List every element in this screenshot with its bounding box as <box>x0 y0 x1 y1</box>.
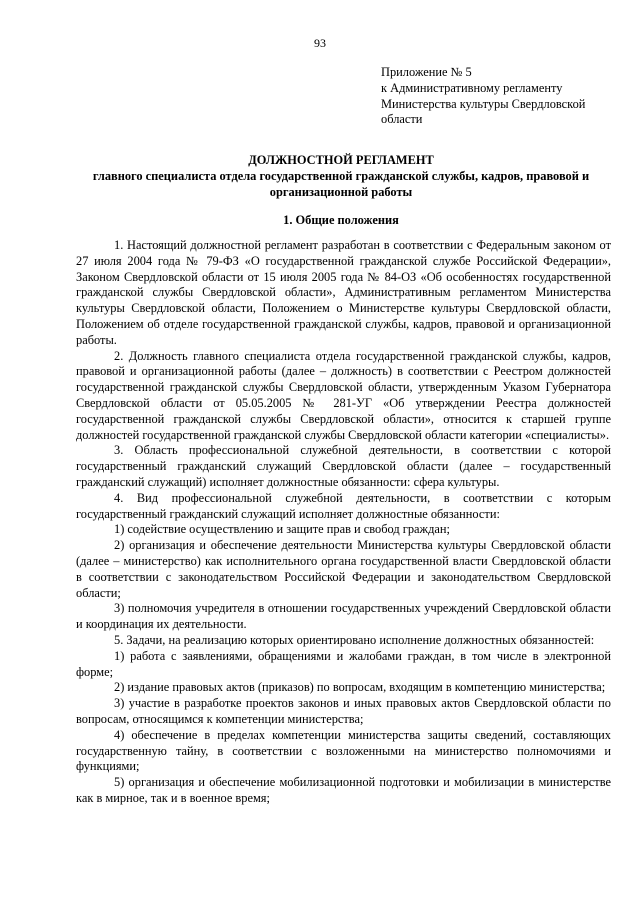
paragraph: 2) издание правовых актов (приказов) по вопросам, входящим в компетенцию министерства; <box>114 680 606 695</box>
paragraph: 3) участие в разработке проектов законов и иных правовых актов Свердловской области по вопросам, относящимся к компетенции министерства; <box>76 696 611 726</box>
paragraph: 2) организация и обеспечение деятельности Министерства культуры Свердловской области (далее – министерство) как исполнительного органа государственной власти Свердловской области в соответствии с законодательством Российской Федерации и законодательством Свердловской области; <box>76 538 611 600</box>
paragraph: 1) содействие осуществлению и защите прав и свобод граждан; <box>114 522 450 537</box>
paragraph: 3) полномочия учредителя в отношении государственных учреждений Свердловской области и координация их деятельности. <box>76 601 611 632</box>
document-subtitle: главного специалиста отдела государственной гражданской службы, кадров, правовой и организационной работы <box>92 169 590 199</box>
paragraph: 1. Настоящий должностной регламент разработан в соответствии с Федеральным законом от 27 июля 2004 года № 79-ФЗ «О государственной гражданской службе Российской Федерации», Законом Свердловской области от 15 июля 2005 года № 84-ОЗ «Об особенностях государственной гражданской службы Свердловской области», Административным регламентом Министерства культуры Свердловской области, Положением о Министерстве культуры Свердловской области, Положением об отделе государственной гражданской службы, кадров, правовой и организационной работы. <box>76 238 611 347</box>
appendix-line: Министерства культуры Свердловской <box>381 96 586 111</box>
appendix-line: Приложение № 5 <box>381 65 472 79</box>
appendix-note <box>381 65 631 128</box>
paragraph: 1) работа с заявлениями, обращениями и жалобами граждан, в том числе в электронной форме; <box>76 648 611 679</box>
paragraph: 4. Вид профессиональной служебной деятельности, в соответствии с которым государственный гражданский служащий исполняет должностные обязанности: <box>76 490 611 521</box>
paragraph: 3. Область профессиональной служебной деятельности, в соответствии с которой государственный гражданский служащий Свердловской области (далее – государственный гражданский служащий) исполняет должностные обязанности: сфера культуры. <box>76 443 611 489</box>
paragraph: 2. Должность главного специалиста отдела государственной гражданской службы, кадров, правовой и организационной работы (далее – должность) в соответствии с Реестром должностей государственной гражданской службы Свердловской области, утвержденным Указом Губернатора Свердловской области от 05.05.2005 № 281-УГ «Об утверждении Реестра должностей государственной гражданской службы Свердловской области», относится к старшей группе должностей государственной гражданской службы Свердловской области категории «специалисты». <box>76 348 611 442</box>
appendix-line: области <box>381 112 423 127</box>
paragraph: 5) организация и обеспечение мобилизационной подготовки и мобилизации в министерстве как в мирное, так и в военное время; <box>76 775 611 805</box>
document-body <box>76 238 611 807</box>
document-title: ДОЛЖНОСТНОЙ РЕГЛАМЕНТ <box>248 153 434 167</box>
page-number: 93 <box>314 36 326 50</box>
appendix-line: к Административному регламенту <box>381 80 563 95</box>
paragraph: 5. Задачи, на реализацию которых ориентировано исполнение должностных обязанностей: <box>114 632 595 647</box>
paragraph: 4) обеспечение в пределах компетенции министерства защиты сведений, составляющих государственную тайну, в соответствии с возложенными на министерство полномочиями и функциями; <box>76 727 611 774</box>
section-heading: 1. Общие положения <box>283 213 399 227</box>
